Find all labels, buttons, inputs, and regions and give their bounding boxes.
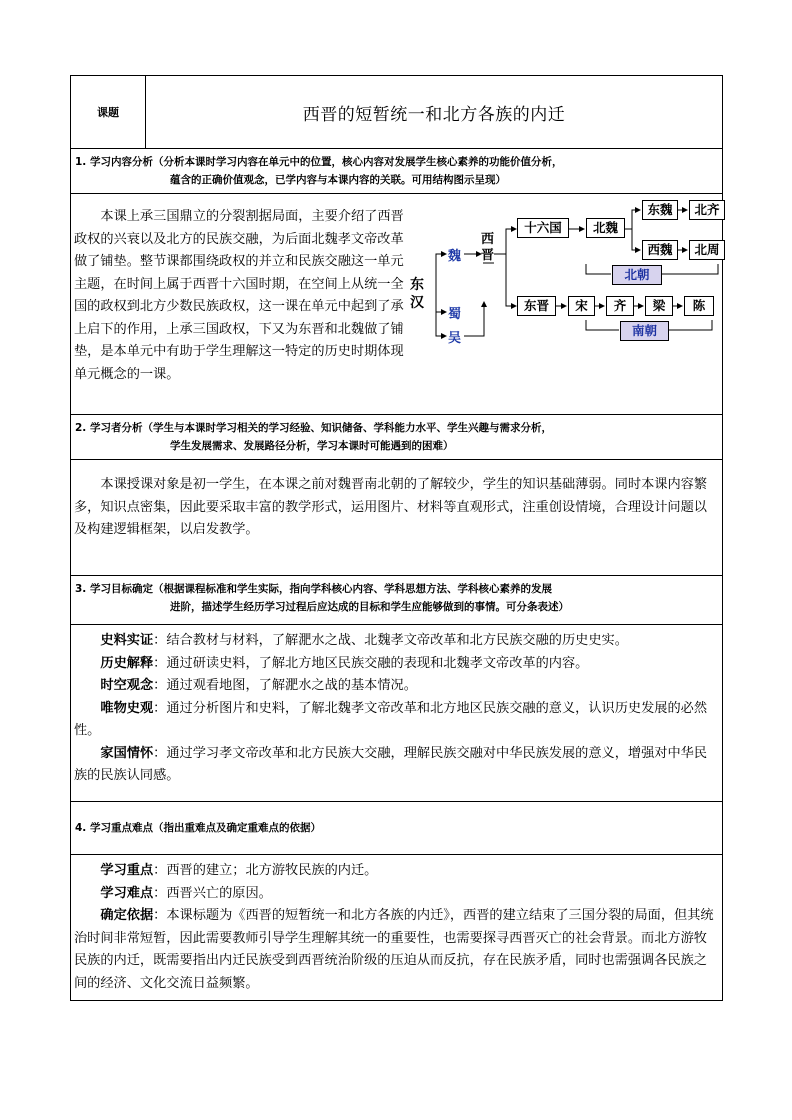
section3-heading-line2: 进阶，描述学生经历学习过程后应达成的目标和学生应能够做到的事情。可分条表述） [170, 601, 569, 613]
goal-item: 史料实证：结合教材与材料，了解淝水之战、北魏孝文帝改革和北方民族交融的历史史实。 [100, 633, 628, 648]
goal-item: 家国情怀：通过学习孝文帝改革和北方民族大交融，理解民族交融对中华民族发展的意义，增强对中华民族的民族认同感。 [74, 745, 708, 783]
section4-content [71, 855, 723, 1001]
xiwei-box: 西魏 [642, 240, 678, 260]
section3-heading-line1: 3. 学习目标确定（根据课程标准和学生实际，指向学科核心内容、学科思想方法、学科核心素养的发展 [75, 583, 552, 595]
document-page [70, 75, 722, 1001]
section1-content [71, 194, 723, 415]
song-box: 宋 [568, 296, 595, 316]
section2-content [71, 460, 723, 576]
beiwei-box: 北魏 [586, 218, 625, 238]
section2-heading-line1: 2. 学习者分析（学生与本课时学习相关的学习经验、知识储备、学科能力水平、学生兴趣与需求分析， [75, 422, 552, 434]
beiqi-box: 北齐 [689, 200, 725, 220]
goal-item: 唯物史观：通过分析图片和史料，了解北魏孝文帝改革和北方地区民族交融的意义，认识历史发展的必然性。 [74, 700, 708, 738]
section1-heading-line1: 1. 学习内容分析（分析本课时学习内容在单元中的位置，核心内容对发展学生核心素养的功能价值分析， [75, 156, 563, 168]
section2-heading [71, 415, 723, 460]
key-point-item: 确定依据：本课标题为《西晋的短暂统一和北方各族的内迁》，西晋的建立结束了三国分裂的局面，但其统治时间非常短暂，因此需要教师引导学生理解其统一的重要性，也需要探寻西晋灭亡的社会背景。而北方游牧民族的内迁，既需要指出内迁民族受到西晋统治阶级的压迫从而反抗，存在民族矛盾，同时也需强调各民族之间的经济、文化交流日益频繁。 [74, 908, 714, 991]
key-point-item: 学习难点：西晋兴亡的原因。 [100, 885, 272, 901]
dongwei-box: 东魏 [642, 200, 678, 220]
dongjin-box: 东晋 [517, 296, 556, 316]
shiliuguo-box: 十六国 [517, 218, 569, 238]
nanchao-label: 南朝 [620, 321, 669, 341]
dynasty-structure-diagram [406, 194, 721, 379]
goal-item: 时空观念：通过观看地图，了解淝水之战的基本情况。 [100, 678, 417, 693]
section1-heading [71, 149, 723, 194]
lesson-plan-table [70, 75, 723, 1001]
section1-heading-line2: 蕴含的正确价值观念，已学内容与本课内容的关联。可用结构图示呈现） [170, 174, 506, 186]
goal-item: 历史解释：通过研读史料，了解北方地区民族交融的表现和北魏孝文帝改革的内容。 [100, 655, 589, 671]
page-title: 西晋的短暂统一和北方各族的内迁 [146, 76, 723, 149]
shu-label: 蜀 [448, 307, 462, 322]
section3-heading [71, 576, 723, 625]
wei-label: 魏 [448, 249, 462, 264]
donghan-label: 东汉 [410, 277, 424, 311]
section2-paragraph: 本课授课对象是初一学生，在本课之前对魏晋南北朝的了解较少，学生的知识基础薄弱。同时本课内容繁多，知识点密集，因此要采取丰富的教学形式，运用图片、材料等直观形式，注重创设情境，合理设计问题以及构建逻辑框架，以启发教学。 [74, 477, 708, 537]
section4-heading-line1: 4. 学习重点难点（指出重难点及确定重难点的依据） [75, 822, 321, 834]
section3-content [71, 625, 723, 802]
section2-heading-line2: 学生发展需求、发展路径分析，学习本课时可能遇到的困难） [170, 440, 454, 452]
wu-label: 吴 [448, 331, 462, 346]
section4-heading [71, 802, 723, 855]
section1-body [71, 194, 404, 386]
liang-box: 梁 [645, 296, 673, 316]
xijin-label: 西晋 [481, 232, 495, 263]
key-point-item: 学习重点：西晋的建立；北方游牧民族的内迁。 [100, 863, 378, 878]
qi-box: 齐 [606, 296, 634, 316]
beichao-label: 北朝 [612, 265, 662, 285]
section1-paragraph: 本课上承三国鼎立的分裂割据局面，主要介绍了西晋政权的兴衰以及北方的民族交融，为后面北魏孝文帝改革做了铺垫。整节课都围绕政权的并立和民族交融这一单元主题，在时间上属于西晋十六国时期，在空间上从统一全国的政权到北方少数民族政权，这一课在单元中起到了承上启下的作用，上承三国政权，下又为东晋和北魏做了铺垫，是本单元中有助于学生理解这一特定的历史时期体现单元概念的一课。 [74, 209, 404, 382]
chen-box: 陈 [684, 296, 714, 316]
beizhou-box: 北周 [689, 240, 725, 260]
topic-label: 课题 [71, 76, 146, 149]
